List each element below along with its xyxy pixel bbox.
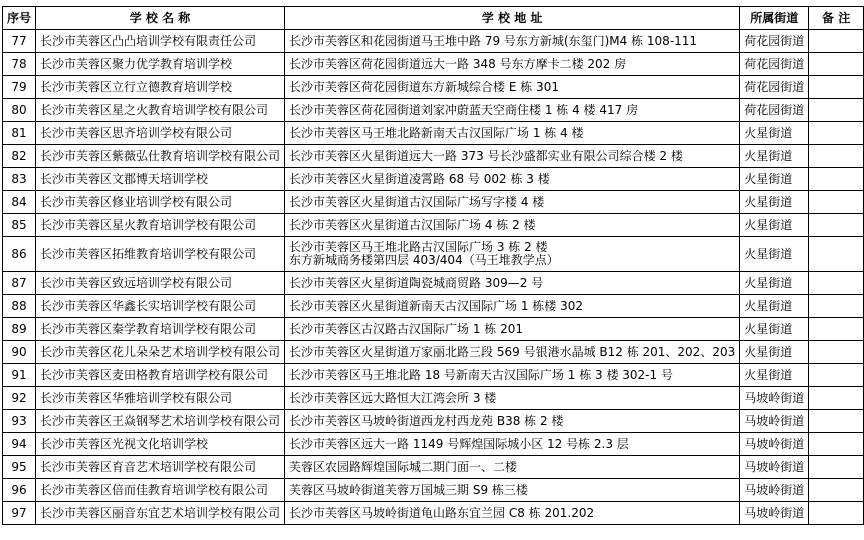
cell-street: 火星街道 [740, 191, 809, 214]
cell-note [809, 410, 864, 433]
cell-no: 82 [3, 145, 36, 168]
table-row [3, 272, 864, 295]
cell-no: 79 [3, 76, 36, 99]
cell-note [809, 214, 864, 237]
cell-name: 长沙市芙蓉区丽音东宜艺术培训学校有限公司 [36, 502, 285, 525]
cell-no: 86 [3, 237, 36, 272]
address-line: 长沙市芙蓉区和花园街道马王堆中路 79 号东方新城(东玺门)M4 栋 108-111 [289, 34, 698, 48]
cell-name: 长沙市芙蓉区倍而佳教育培训学校有限公司 [36, 479, 285, 502]
cell-address [285, 410, 740, 433]
table-row [3, 168, 864, 191]
cell-name: 长沙市芙蓉区育音艺术培训学校有限公司 [36, 456, 285, 479]
cell-street: 火星街道 [740, 145, 809, 168]
address-line: 长沙市芙蓉区火星街道古汉国际广场写字楼 4 楼 [289, 195, 545, 209]
cell-note [809, 191, 864, 214]
address-line: 东方新城商务楼第四层 403/404（马王堆教学点） [289, 254, 559, 267]
cell-address [285, 191, 740, 214]
table-row [3, 410, 864, 433]
cell-note [809, 387, 864, 410]
cell-name: 长沙市芙蓉区凸凸培训学校有限责任公司 [36, 30, 285, 53]
cell-no: 80 [3, 99, 36, 122]
table-row [3, 53, 864, 76]
cell-note [809, 479, 864, 502]
cell-no: 81 [3, 122, 36, 145]
cell-name: 长沙市芙蓉区文郡博天培训学校 [36, 168, 285, 191]
cell-note [809, 122, 864, 145]
cell-address [285, 433, 740, 456]
cell-name: 长沙市芙蓉区立行立德教育培训学校 [36, 76, 285, 99]
cell-street: 火星街道 [740, 272, 809, 295]
address-line: 长沙市芙蓉区火星街道凌霄路 68 号 002 栋 3 楼 [289, 172, 550, 186]
cell-note [809, 502, 864, 525]
cell-street: 火星街道 [740, 295, 809, 318]
cell-note [809, 145, 864, 168]
cell-street: 火星街道 [740, 168, 809, 191]
cell-address [285, 272, 740, 295]
table-row [3, 30, 864, 53]
cell-name: 长沙市芙蓉区花儿朵朵艺术培训学校有限公司 [36, 341, 285, 364]
header-address: 学 校 地 址 [285, 7, 740, 30]
cell-street: 荷花园街道 [740, 53, 809, 76]
table-row [3, 318, 864, 341]
cell-note [809, 318, 864, 341]
cell-street: 马坡岭街道 [740, 410, 809, 433]
cell-note [809, 76, 864, 99]
cell-no: 91 [3, 364, 36, 387]
address-line: 长沙市芙蓉区火星街道新南天古汉国际广场 1 栋楼 302 [289, 299, 584, 313]
cell-address [285, 99, 740, 122]
address-line: 长沙市芙蓉区远大路恒大江湾会所 3 楼 [289, 391, 497, 405]
cell-name: 长沙市芙蓉区致远培训学校有限公司 [36, 272, 285, 295]
table-row [3, 479, 864, 502]
cell-note [809, 53, 864, 76]
cell-address [285, 318, 740, 341]
cell-address [285, 76, 740, 99]
cell-no: 93 [3, 410, 36, 433]
header-note: 备 注 [809, 7, 864, 30]
table-row [3, 364, 864, 387]
cell-no: 77 [3, 30, 36, 53]
address-line: 长沙市芙蓉区马坡岭街道西龙村西龙苑 B38 栋 2 楼 [289, 414, 564, 428]
cell-note [809, 295, 864, 318]
cell-no: 94 [3, 433, 36, 456]
cell-name: 长沙市芙蓉区王焱钢琴艺术培训学校有限公司 [36, 410, 285, 433]
cell-address [285, 214, 740, 237]
cell-no: 78 [3, 53, 36, 76]
cell-name: 长沙市芙蓉区拓维教育培训学校有限公司 [36, 237, 285, 272]
cell-address [285, 53, 740, 76]
cell-address [285, 456, 740, 479]
cell-no: 90 [3, 341, 36, 364]
cell-address [285, 122, 740, 145]
cell-address [285, 479, 740, 502]
cell-no: 83 [3, 168, 36, 191]
cell-no: 85 [3, 214, 36, 237]
cell-address [285, 168, 740, 191]
cell-street: 火星街道 [740, 122, 809, 145]
address-line: 长沙市芙蓉区马王堆北路古汉国际广场 3 栋 2 楼 [289, 241, 548, 254]
address-line: 长沙市芙蓉区荷花园街道远大一路 348 号东方摩卡二楼 202 房 [289, 57, 627, 71]
address-line: 长沙市芙蓉区荷花园街道刘家冲蔚蓝天空商住楼 1 栋 4 楼 417 房 [289, 103, 639, 117]
header-row [3, 7, 864, 30]
cell-note [809, 30, 864, 53]
header-street: 所属街道 [740, 7, 809, 30]
table-row [3, 456, 864, 479]
header-name: 学 校 名 称 [36, 7, 285, 30]
cell-address [285, 387, 740, 410]
address-line: 芙蓉区马坡岭街道芙蓉万国城三期 S9 栋三楼 [289, 483, 528, 497]
cell-note [809, 456, 864, 479]
cell-no: 92 [3, 387, 36, 410]
cell-street: 火星街道 [740, 364, 809, 387]
cell-name: 长沙市芙蓉区麦田格教育培训学校有限公司 [36, 364, 285, 387]
cell-address [285, 30, 740, 53]
cell-no: 95 [3, 456, 36, 479]
address-line: 长沙市芙蓉区火星街道陶瓷城商贸路 309—2 号 [289, 276, 544, 290]
cell-street: 荷花园街道 [740, 76, 809, 99]
address-line: 芙蓉区农园路辉煌国际城二期门面一、二楼 [289, 460, 518, 474]
address-line: 长沙市芙蓉区马王堆北路新南天古汉国际广场 1 栋 4 楼 [289, 126, 584, 140]
cell-no: 89 [3, 318, 36, 341]
address-line: 长沙市芙蓉区荷花园街道东方新城综合楼 E 栋 301 [289, 80, 559, 94]
cell-address [285, 295, 740, 318]
cell-street: 火星街道 [740, 214, 809, 237]
table-row [3, 387, 864, 410]
cell-no: 96 [3, 479, 36, 502]
address-line: 长沙市芙蓉区火星街道古汉国际广场 4 栋 2 楼 [289, 218, 536, 232]
cell-address [285, 237, 740, 272]
cell-address [285, 145, 740, 168]
table-row [3, 76, 864, 99]
address-line: 长沙市芙蓉区马王堆北路 18 号新南天古汉国际广场 1 栋 3 楼 302-1 号 [289, 368, 673, 382]
cell-no: 87 [3, 272, 36, 295]
header-no: 序号 [3, 7, 36, 30]
cell-name: 长沙市芙蓉区华雅培训学校有限公司 [36, 387, 285, 410]
cell-street: 马坡岭街道 [740, 387, 809, 410]
table-row [3, 99, 864, 122]
cell-name: 长沙市芙蓉区聚力优学教育培训学校 [36, 53, 285, 76]
cell-note [809, 237, 864, 272]
cell-street: 火星街道 [740, 237, 809, 272]
address-line: 长沙市芙蓉区远大一路 1149 号辉煌国际城小区 12 号栋 2.3 层 [289, 437, 629, 451]
cell-street: 火星街道 [740, 318, 809, 341]
table-row [3, 145, 864, 168]
cell-street: 马坡岭街道 [740, 456, 809, 479]
table-row [3, 214, 864, 237]
cell-no: 97 [3, 502, 36, 525]
cell-note [809, 272, 864, 295]
cell-note [809, 433, 864, 456]
cell-address [285, 364, 740, 387]
address-line: 长沙市芙蓉区古汉路古汉国际广场 1 栋 201 [289, 322, 524, 336]
cell-name: 长沙市芙蓉区秦学教育培训学校有限公司 [36, 318, 285, 341]
cell-no: 88 [3, 295, 36, 318]
address-line: 长沙市芙蓉区火星街道万家丽北路三段 569 号银港水晶城 B12 栋 201、202、203 [289, 345, 736, 359]
cell-name: 长沙市芙蓉区思齐培训学校有限公司 [36, 122, 285, 145]
cell-address [285, 341, 740, 364]
table-row [3, 122, 864, 145]
cell-name: 长沙市芙蓉区星之火教育培训学校有限公司 [36, 99, 285, 122]
table-row [3, 295, 864, 318]
table-row [3, 341, 864, 364]
table-body [3, 30, 864, 525]
table-row [3, 433, 864, 456]
cell-name: 长沙市芙蓉区修业培训学校有限公司 [36, 191, 285, 214]
cell-street: 荷花园街道 [740, 30, 809, 53]
cell-note [809, 341, 864, 364]
cell-name: 长沙市芙蓉区光视文化培训学校 [36, 433, 285, 456]
cell-street: 马坡岭街道 [740, 502, 809, 525]
cell-street: 马坡岭街道 [740, 433, 809, 456]
school-list-table [2, 6, 864, 525]
cell-note [809, 364, 864, 387]
table-row [3, 191, 864, 214]
address-line: 长沙市芙蓉区火星街道远大一路 373 号长沙盛都实业有限公司综合楼 2 楼 [289, 149, 683, 163]
table-row [3, 237, 864, 272]
cell-note [809, 168, 864, 191]
cell-name: 长沙市芙蓉区华鑫长实培训学校有限公司 [36, 295, 285, 318]
cell-address [285, 502, 740, 525]
cell-street: 火星街道 [740, 341, 809, 364]
cell-no: 84 [3, 191, 36, 214]
table-row [3, 502, 864, 525]
cell-name: 长沙市芙蓉区紫薇弘仕教育培训学校有限公司 [36, 145, 285, 168]
cell-street: 荷花园街道 [740, 99, 809, 122]
cell-name: 长沙市芙蓉区星火教育培训学校有限公司 [36, 214, 285, 237]
cell-note [809, 99, 864, 122]
cell-street: 马坡岭街道 [740, 479, 809, 502]
address-line: 长沙市芙蓉区马坡岭街道龟山路东宜兰园 C8 栋 201.202 [289, 506, 595, 520]
